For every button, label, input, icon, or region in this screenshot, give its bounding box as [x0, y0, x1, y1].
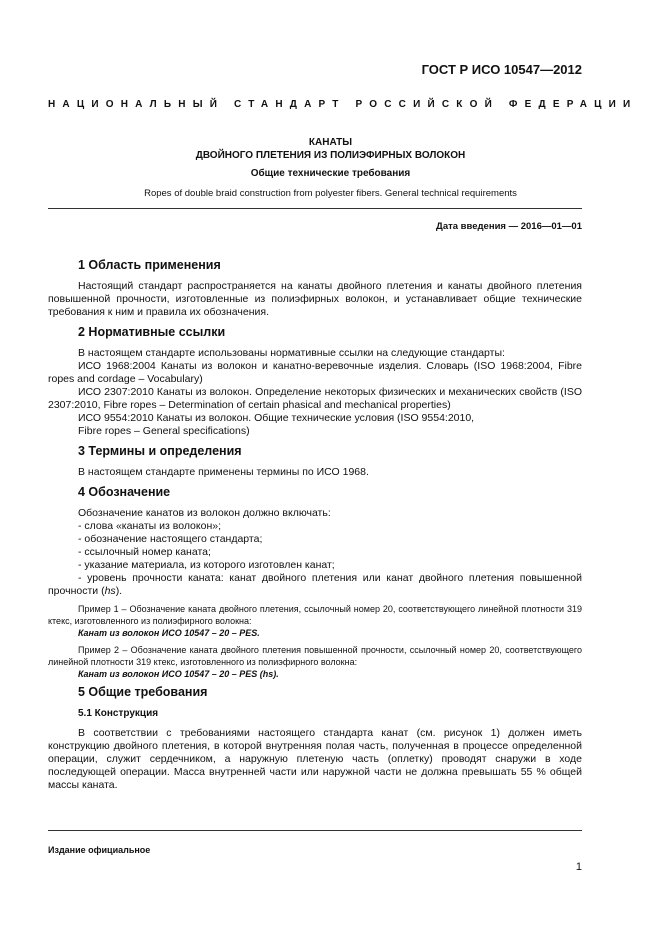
- top-divider: [48, 208, 582, 209]
- section-2-heading: 2 Нормативные ссылки: [78, 325, 226, 339]
- list-item: - ссылочный номер каната;: [78, 546, 211, 558]
- list-item: - указание материала, из которого изготовлен канат;: [78, 559, 335, 571]
- example-2-code: Канат из волокон ИСО 10547 – 20 – PES (hs).: [78, 669, 279, 679]
- standard-code: ГОСТ Р ИСО 10547—2012: [421, 62, 582, 77]
- list-item-strength: - уровень прочности каната: канат двойного плетения или канат двойного плетения повышенной прочности (hs).: [48, 572, 582, 597]
- section-1-text: Настоящий стандарт распространяется на канаты двойного плетения и канаты двойного плетения повышенной прочности, изготовленные из полиэфирных волокон, и устанавливает общие технические требования к ним и правила их обозначения.: [48, 280, 582, 318]
- example-1-code: Канат из волокон ИСО 10547 – 20 – PES.: [78, 628, 260, 638]
- section-4-heading: 4 Обозначение: [78, 485, 171, 499]
- section-3-text: В настоящем стандарте применены термины по ИСО 1968.: [78, 466, 369, 478]
- bottom-divider: [48, 830, 582, 831]
- reference-iso-2307: ИСО 2307:2010 Канаты из волокон. Определение некоторых физических и механических свойств (ISO 2307:2010, Fibre ropes – Determination of certain phasical and mechanical properties): [48, 386, 582, 411]
- reference-iso-9554-b: Fibre ropes – General specifications): [78, 425, 250, 437]
- section-4-list: [48, 507, 582, 598]
- example-1: Пример 1 – Обозначение каната двойного плетения, ссылочный номер 20, соответствующего линейной плотности 319 ктекс, изготовленного из полиэфирного волокна: Канат из волокон ИСО 10547 – 20 – PES.: [48, 604, 582, 638]
- subsection-5-1-heading: 5.1 Конструкция: [78, 708, 159, 719]
- section-2-intro: В настоящем стандарте использованы нормативные ссылки на следующие стандарты:: [78, 347, 505, 359]
- section-3-heading: 3 Термины и определения: [78, 444, 242, 458]
- national-standard-banner: НАЦИОНАЛЬНЫЙ СТАНДАРТ РОССИЙСКОЙ ФЕДЕРАЦИИ: [48, 99, 638, 110]
- title-line-2: ДВОЙНОГО ПЛЕТЕНИЯ ИЗ ПОЛИЭФИРНЫХ ВОЛОКОН: [195, 150, 466, 161]
- reference-iso-9554-a: ИСО 9554:2010 Канаты из волокон. Общие технические условия (ISO 9554:2010,: [78, 412, 475, 424]
- reference-iso-1968: ИСО 1968:2004 Канаты из волокон и канатно-веревочные изделия. Словарь (ISO 1968:2004, Fibre ropes and cordage – Vocabulary): [48, 360, 582, 385]
- section-2-body: [48, 347, 582, 438]
- title-line-1: КАНАТЫ: [308, 137, 353, 148]
- list-item: - слова «канаты из волокон»;: [78, 520, 222, 532]
- section-5-1-text: В соответствии с требованиями настоящего стандарта канат (см. рисунок 1) должен иметь конструкцию двойного плетения, в которой внутренняя полая часть, полученная в процессе определенной операции, служит сердечником, а наружную плетеную часть (оплетку) проводят снаружи в ходе последующей операции. Масса внутренней части или наружной части не должна превышать 55 % общей массы каната.: [48, 727, 582, 791]
- title-subtitle: Общие технические требования: [250, 168, 411, 179]
- example-2: Пример 2 – Обозначение каната двойного плетения повышенной прочности, ссылочный номер 20, соответствующего линейной плотности 319 ктекс, изготовленного из полиэфирного волокна: Канат из волокон ИСО 10547 – 20 – PES (hs).: [48, 645, 582, 679]
- section-4-intro: Обозначение канатов из волокон должно включать:: [78, 507, 331, 519]
- hs-italic: hs: [104, 585, 116, 597]
- section-1-heading: 1 Область применения: [78, 258, 221, 272]
- section-5-heading: 5 Общие требования: [78, 685, 208, 699]
- edition-label: Издание официальное: [48, 845, 151, 855]
- introduction-date: Дата введения — 2016—01—01: [436, 221, 582, 232]
- list-item: - обозначение настоящего стандарта;: [78, 533, 263, 545]
- page-number: 1: [575, 861, 582, 873]
- title-english: Ropes of double braid construction from polyester fibers. General technical requirements: [144, 188, 517, 199]
